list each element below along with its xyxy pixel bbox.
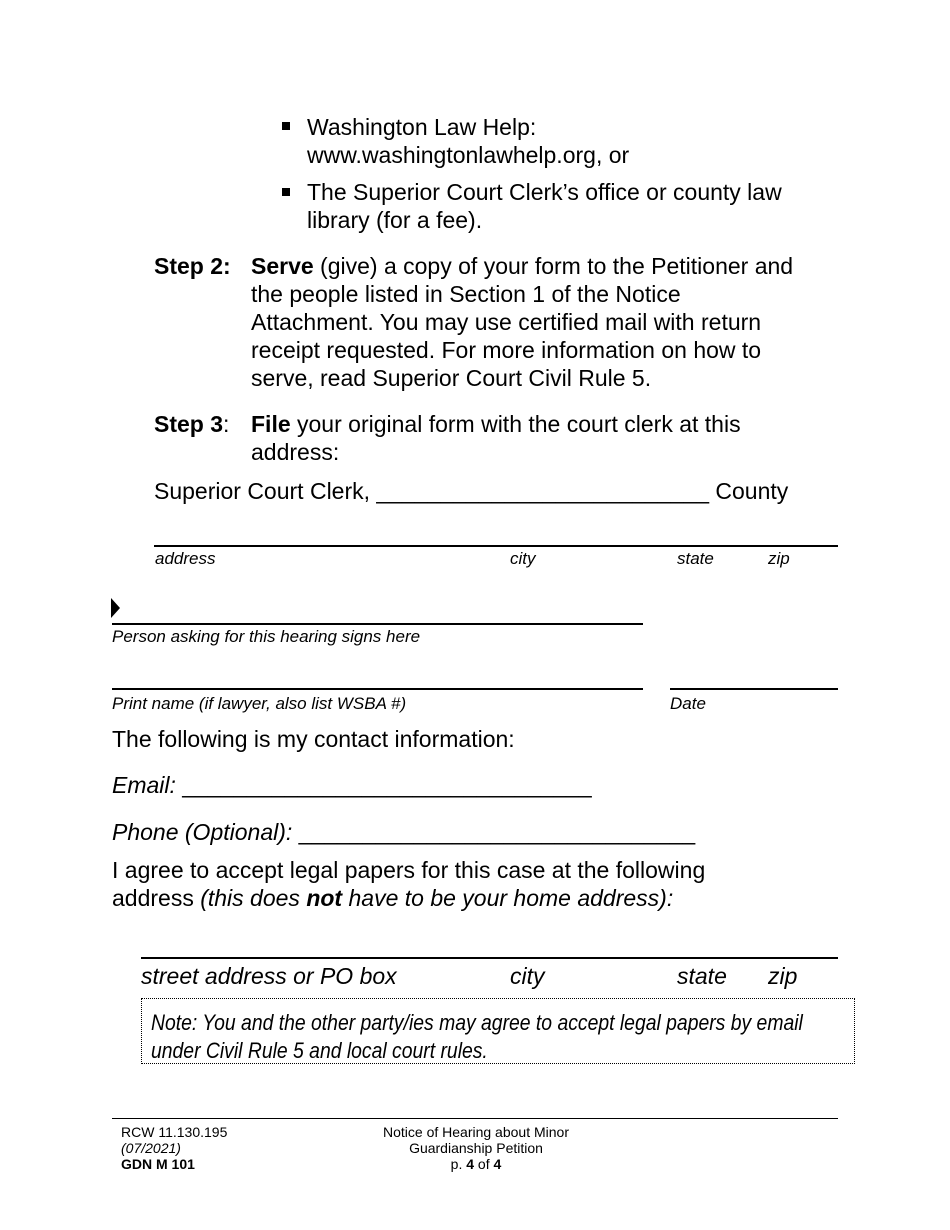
bullet-line: Washington Law Help: [307,114,537,140]
agree-statement [112,856,842,912]
page-of: of [474,1156,494,1172]
city-caption: city [510,549,536,568]
bullet-item [307,178,782,234]
county-suffix: County [709,478,789,504]
email-label: Email: [112,772,176,798]
note-line: Note: You and the other party/ies may agree to accept legal papers by email [151,1010,803,1035]
clerk-county-field[interactable] [154,477,788,505]
step2-text [251,252,851,392]
agree-line: I agree to accept legal papers for this case at the following [112,857,706,883]
step3-label-text: Step 3 [154,411,224,437]
date-caption: Date [670,694,706,713]
footer-divider [112,1118,838,1119]
page-total: 4 [493,1156,502,1172]
step3-keyword: File [251,411,291,437]
footer-page-number [326,1156,626,1172]
signature-caption: Person asking for this hearing signs here [112,627,421,646]
agree-line [112,884,842,912]
footer-title-line: Notice of Hearing about Minor [383,1124,569,1140]
phone-blank[interactable]: _______________________________ [292,819,696,845]
step2-line: Attachment. You may use certified mail with return [251,309,762,335]
signature-arrow-icon [111,598,121,618]
address-caption: address [155,549,216,568]
footer-revision: (07/2021) [121,1140,181,1156]
step2-keyword: Serve [251,253,314,279]
note-box [141,998,855,1064]
step2-line: serve, read Superior Court Civil Rule 5. [251,365,652,391]
bullet-line: www.washingtonlawhelp.org, or [307,142,630,168]
step2-line: (give) a copy of your form to the Petitioner and [313,253,794,279]
footer-left [121,1124,227,1172]
bullet-item [307,113,629,169]
step3-line: address: [251,439,340,465]
bullet-marker [282,188,290,196]
step2-line: the people listed in Section 1 of the Notice [251,281,681,307]
signature-line[interactable] [112,623,643,625]
zip-caption: zip [768,549,790,568]
note-line: under Civil Rule 5 and local court rules. [151,1038,488,1063]
page-prefix: p. [450,1156,467,1172]
service-zip-caption: zip [768,963,798,989]
step3-text [251,410,851,466]
phone-label: Phone (Optional): [112,819,293,845]
clerk-prefix: Superior Court Clerk, [154,478,377,504]
bullet-marker [282,122,290,130]
footer-form-code: GDN M 101 [121,1156,195,1172]
step2-line: receipt requested. For more information on how to [251,337,762,363]
footer-title-line: Guardianship Petition [409,1140,543,1156]
email-blank[interactable]: ________________________________ [175,772,592,798]
agree-italic: have to be your home address): [342,885,674,911]
step3-line: your original form with the court clerk at this [290,411,741,437]
contact-heading: The following is my contact information: [112,726,515,752]
agree-text: address [112,885,201,911]
bullet-line: The Superior Court Clerk’s office or county law [307,179,782,205]
footer-statute: RCW 11.130.195 [121,1124,228,1140]
step2-label: Step 2: [154,253,231,279]
service-state-caption: state [677,963,727,989]
agree-emphasis: not [306,885,343,911]
note-text [151,1009,803,1065]
county-blank[interactable]: __________________________ [376,478,710,504]
agree-italic: (this does [200,885,307,911]
email-field[interactable] [112,771,592,799]
service-city-caption: city [510,963,545,989]
date-line[interactable] [670,688,838,690]
street-caption: street address or PO box [141,963,397,989]
footer-center [326,1124,626,1172]
step3-first-line [251,410,851,438]
state-caption: state [677,549,714,568]
step3-label [154,410,229,438]
print-name-line[interactable] [112,688,643,690]
page-current: 4 [466,1156,475,1172]
step2-first-line [251,252,851,280]
bullet-line: library (for a fee). [307,207,483,233]
print-name-caption: Print name (if lawyer, also list WSBA #) [112,694,407,713]
phone-field[interactable] [112,818,695,846]
service-address-line[interactable] [141,957,838,959]
court-address-line[interactable] [154,545,838,547]
step3-colon: : [223,411,230,437]
